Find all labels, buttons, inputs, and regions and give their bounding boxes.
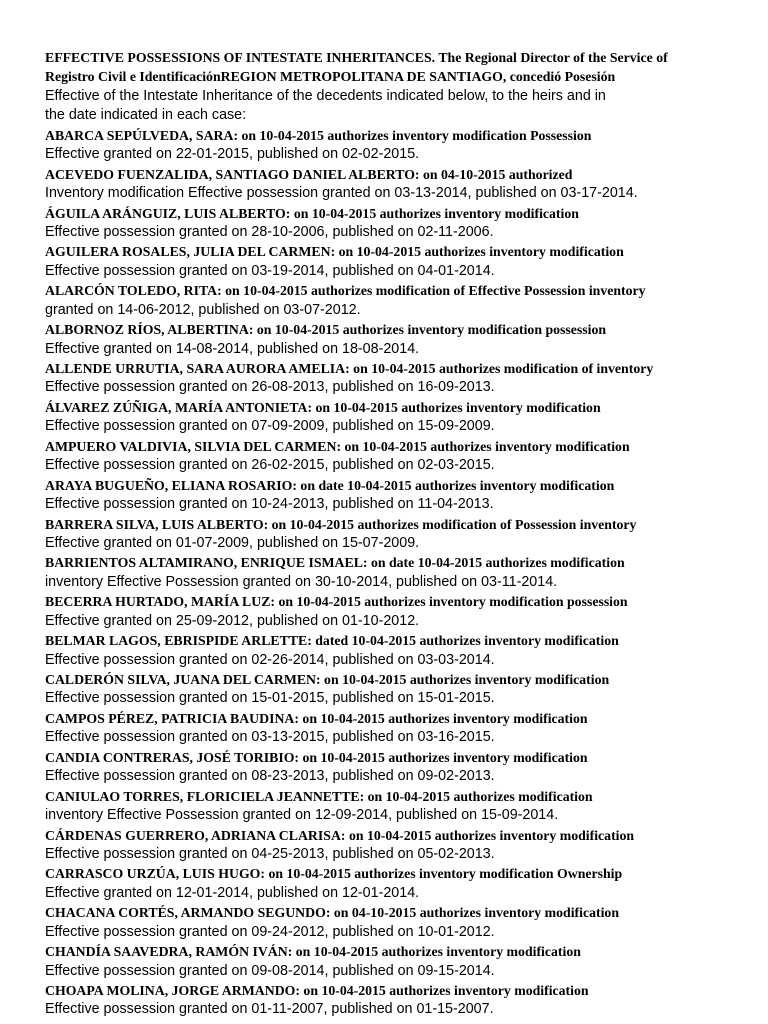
list-item bbox=[45, 942, 735, 981]
entry-heading: ACEVEDO FUENZALIDA, SANTIAGO DANIEL ALBERTO: on 04-10-2015 authorized bbox=[45, 166, 573, 182]
entry-heading: CANDIA CONTRERAS, JOSÉ TORIBIO: on 10-04-2015 authorizes inventory modification bbox=[45, 749, 588, 765]
entry-detail: Effective possession granted on 04-25-2013, published on 05-02-2013. bbox=[45, 845, 495, 862]
list-item bbox=[45, 165, 735, 204]
entry-heading: CHOAPA MOLINA, JORGE ARMANDO: on 10-04-2015 authorizes inventory modification bbox=[45, 983, 589, 998]
entry-detail: Effective possession granted on 28-10-2006, published on 02-11-2006. bbox=[45, 223, 494, 240]
list-item bbox=[45, 709, 735, 748]
entry-detail: Effective granted on 01-07-2009, published on 15-07-2009. bbox=[45, 534, 420, 551]
entry-heading: CALDERÓN SILVA, JUANA DEL CARMEN: on 10-04-2015 authorizes inventory modification bbox=[45, 672, 610, 687]
list-item bbox=[45, 359, 735, 398]
entry-detail: Effective possession granted on 01-11-2007, published on 01-15-2007. bbox=[45, 1001, 494, 1018]
entry-heading: AGUILERA ROSALES, JULIA DEL CARMEN: on 10-04-2015 authorizes inventory modification bbox=[45, 244, 624, 260]
entry-heading: BARRERA SILVA, LUIS ALBERTO: on 10-04-2015 authorizes modification of Possession inventory bbox=[45, 516, 637, 532]
entry-heading: ALARCÓN TOLEDO, RITA: on 10-04-2015 authorizes modification of Effective Possession inventory bbox=[45, 283, 646, 299]
list-item bbox=[45, 437, 735, 476]
list-item bbox=[45, 126, 735, 165]
entry-detail: Effective possession granted on 03-19-2014, published on 04-01-2014. bbox=[45, 262, 495, 279]
entry-heading: CHACANA CORTÉS, ARMANDO SEGUNDO: on 04-10-2015 authorizes inventory modification bbox=[45, 905, 620, 921]
list-item bbox=[45, 320, 735, 359]
entry-detail: Effective granted on 12-01-2014, published on 12-01-2014. bbox=[45, 884, 420, 901]
entry-heading: ABARCA SEPÚLVEDA, SARA: on 10-04-2015 authorizes inventory modification Possession bbox=[45, 127, 592, 143]
list-item bbox=[45, 826, 735, 865]
list-item bbox=[45, 592, 735, 631]
list-item bbox=[45, 476, 735, 515]
entry-heading: CAMPOS PÉREZ, PATRICIA BAUDINA: on 10-04-2015 authorizes inventory modification bbox=[45, 710, 588, 726]
entry-detail: Effective possession granted on 03-13-2015, published on 03-16-2015. bbox=[45, 729, 495, 746]
entry-heading: CANIULAO TORRES, FLORICIELA JEANNETTE: on 10-04-2015 authorizes modification bbox=[45, 788, 593, 804]
entry-detail: granted on 14-06-2012, published on 03-07-2012. bbox=[45, 301, 361, 318]
entry-heading: BARRIENTOS ALTAMIRANO, ENRIQUE ISMAEL: on date 10-04-2015 authorizes modification bbox=[45, 555, 625, 571]
entry-heading: ALBORNOZ RÍOS, ALBERTINA: on 10-04-2015 authorizes inventory modification possession bbox=[45, 322, 607, 338]
entry-detail: Effective possession granted on 07-09-2009, published on 15-09-2009. bbox=[45, 418, 495, 435]
entry-heading: CÁRDENAS GUERRERO, ADRIANA CLARISA: on 10-04-2015 authorizes inventory modification bbox=[45, 827, 635, 843]
intro-line: the date indicated in each case: bbox=[45, 107, 247, 124]
list-item bbox=[45, 903, 735, 942]
list-item bbox=[45, 398, 735, 437]
entry-detail: Effective possession granted on 02-26-2014, published on 03-03-2014. bbox=[45, 651, 495, 668]
list-item bbox=[45, 670, 735, 709]
document-body bbox=[45, 48, 735, 1020]
entry-detail: inventory Effective Possession granted on 12-09-2014, published on 15-09-2014. bbox=[45, 807, 559, 824]
entry-detail: Effective possession granted on 10-24-2013, published on 11-04-2013. bbox=[45, 496, 494, 513]
entry-detail: Effective possession granted on 09-24-2012, published on 10-01-2012. bbox=[45, 923, 495, 940]
list-item bbox=[45, 787, 735, 826]
entry-heading: ÁGUILA ARÁNGUIZ, LUIS ALBERTO: on 10-04-2015 authorizes inventory modification bbox=[45, 205, 579, 221]
list-item bbox=[45, 242, 735, 281]
entry-detail: Effective granted on 22-01-2015, published on 02-02-2015. bbox=[45, 146, 420, 163]
intro-line: Registro Civil e IdentificaciónREGION METROPOLITANA DE SANTIAGO, concedió Posesión bbox=[45, 69, 616, 85]
list-item bbox=[45, 748, 735, 787]
intro-line: Effective of the Intestate Inheritance of the decedents indicated below, to the heirs and in bbox=[45, 87, 606, 104]
intro-line: EFFECTIVE POSSESSIONS OF INTESTATE INHERITANCES. The Regional Director of the Service of bbox=[45, 50, 668, 65]
entry-heading: BELMAR LAGOS, EBRISPIDE ARLETTE: dated 10-04-2015 authorizes inventory modification bbox=[45, 633, 619, 649]
entries-list bbox=[45, 126, 735, 1020]
entry-detail: Inventory modification Effective possession granted on 03-13-2014, published on 03-17-2014. bbox=[45, 185, 638, 202]
list-item bbox=[45, 553, 735, 592]
entry-detail: inventory Effective Possession granted on 30-10-2014, published on 03-11-2014. bbox=[45, 573, 558, 590]
entry-detail: Effective granted on 25-09-2012, published on 01-10-2012. bbox=[45, 612, 420, 629]
list-item bbox=[45, 981, 735, 1020]
entry-heading: AMPUERO VALDIVIA, SILVIA DEL CARMEN: on 10-04-2015 authorizes inventory modification bbox=[45, 438, 630, 454]
list-item bbox=[45, 515, 735, 554]
entry-heading: CHANDÍA SAAVEDRA, RAMÓN IVÁN: on 10-04-2015 authorizes inventory modification bbox=[45, 944, 581, 960]
entry-heading: ALLENDE URRUTIA, SARA AURORA AMELIA: on 10-04-2015 authorizes modification of inventory bbox=[45, 361, 654, 376]
entry-detail: Effective granted on 14-08-2014, published on 18-08-2014. bbox=[45, 340, 420, 357]
entry-detail: Effective possession granted on 08-23-2013, published on 09-02-2013. bbox=[45, 768, 495, 785]
entry-heading: ÁLVAREZ ZÚÑIGA, MARÍA ANTONIETA: on 10-04-2015 authorizes inventory modification bbox=[45, 399, 601, 415]
list-item bbox=[45, 281, 735, 320]
entry-detail: Effective possession granted on 26-08-2013, published on 16-09-2013. bbox=[45, 379, 495, 396]
intro-paragraph bbox=[45, 48, 735, 126]
entry-detail: Effective possession granted on 26-02-2015, published on 02-03-2015. bbox=[45, 457, 495, 474]
entry-heading: BECERRA HURTADO, MARÍA LUZ: on 10-04-2015 authorizes inventory modification possession bbox=[45, 594, 628, 610]
entry-detail: Effective possession granted on 15-01-2015, published on 15-01-2015. bbox=[45, 690, 495, 707]
list-item bbox=[45, 864, 735, 903]
list-item bbox=[45, 631, 735, 670]
entry-detail: Effective possession granted on 09-08-2014, published on 09-15-2014. bbox=[45, 962, 495, 979]
entry-heading: CARRASCO URZÚA, LUIS HUGO: on 10-04-2015 authorizes inventory modification Ownership bbox=[45, 866, 623, 882]
entry-heading: ARAYA BUGUEÑO, ELIANA ROSARIO: on date 10-04-2015 authorizes inventory modification bbox=[45, 477, 615, 493]
list-item bbox=[45, 204, 735, 243]
